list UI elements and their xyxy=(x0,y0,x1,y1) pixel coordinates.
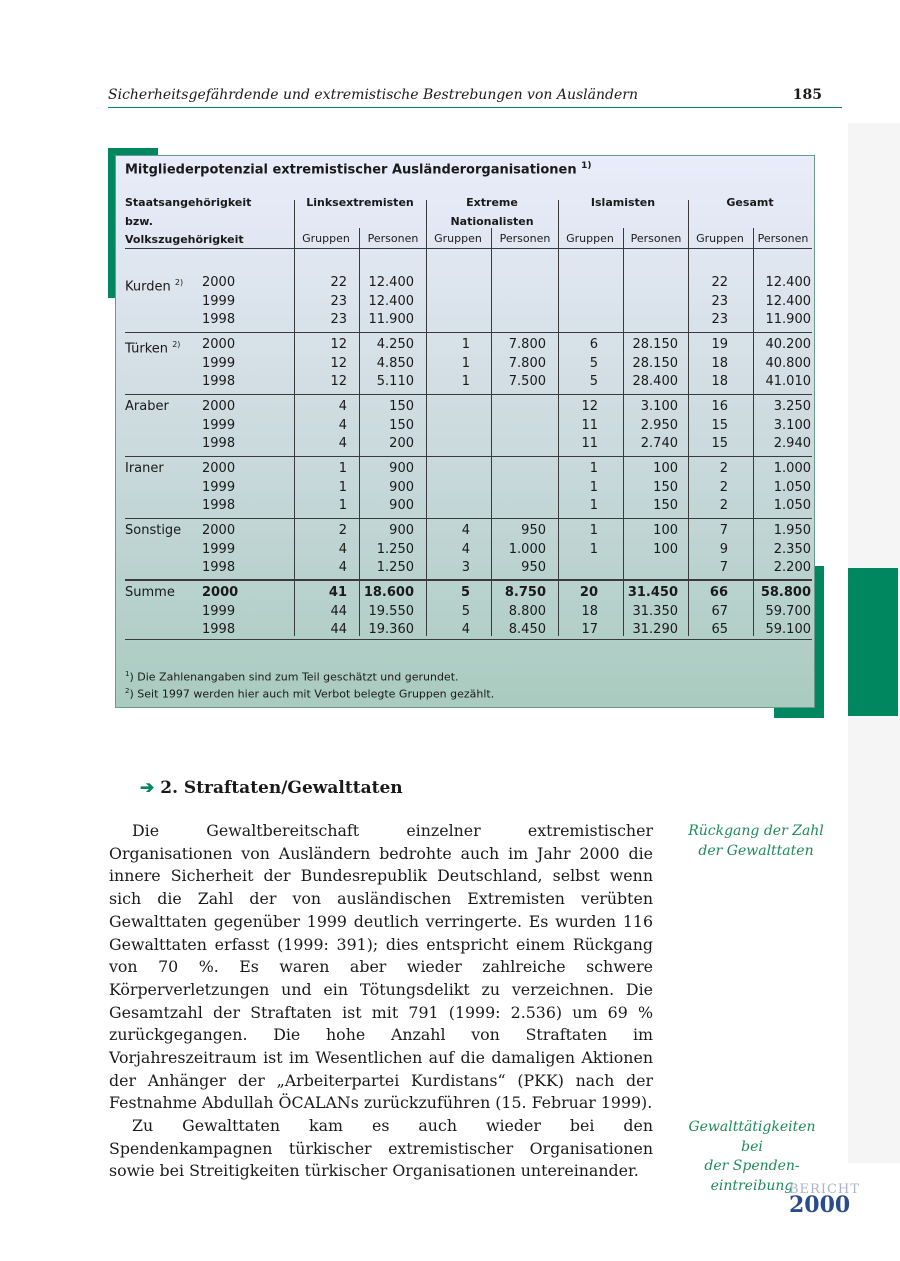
cell-value: 900 xyxy=(389,479,414,495)
cell-gg xyxy=(688,398,728,454)
sub-gg: Gruppen xyxy=(696,232,744,245)
cell-value: 900 xyxy=(389,498,414,513)
cell-value: 1 xyxy=(338,498,347,513)
cell-value: 1 xyxy=(589,461,598,476)
cell-value: 16 xyxy=(711,399,728,414)
col-label-line-3: Volkszugehörigkeit xyxy=(125,233,244,246)
cell-value: 5 xyxy=(589,374,598,389)
cell-value: 4 xyxy=(461,523,470,538)
cell-value: 9 xyxy=(719,541,728,557)
cell-value: 1999 xyxy=(202,293,236,309)
cell-value: 1 xyxy=(589,523,598,538)
cell-value: 31.350 xyxy=(632,603,678,619)
cell-ng xyxy=(426,460,470,516)
body-paragraph-2: Zu Gewalttaten kam es auch wieder bei den Spendenkampagnen türkischer extremistischer Organisationen sowie bei Streitigkeiten türkischer Organisationen untereinander. xyxy=(109,1116,653,1181)
margin-note-1: Rückgang der Zahl der Gewalttaten xyxy=(688,823,824,859)
cell-value: 1.950 xyxy=(773,523,811,538)
cell-value: 65 xyxy=(711,622,728,637)
cell-ip xyxy=(624,336,678,392)
cell-np xyxy=(492,522,546,578)
cell-value: 19 xyxy=(711,337,728,352)
cell-gg xyxy=(688,522,728,578)
cell-lg xyxy=(294,398,347,454)
cell-value: 41.010 xyxy=(765,374,811,389)
table-row-group xyxy=(116,584,816,640)
cell-np xyxy=(492,584,546,640)
row-rule xyxy=(125,456,812,457)
cell-ip xyxy=(624,398,678,454)
cell-ng xyxy=(426,274,470,330)
row-rule xyxy=(125,394,812,395)
cell-value: 2.940 xyxy=(773,436,811,451)
cell-value: 18.600 xyxy=(363,585,414,600)
cell-value: 900 xyxy=(389,461,414,476)
cell-value: 1998 xyxy=(202,436,236,451)
cell-value xyxy=(624,311,678,330)
cell-value: 3.250 xyxy=(773,399,811,414)
row-label: Kurden $^{2)}$ xyxy=(125,278,184,295)
footnote-1: $^1$) Die Zahlenangaben sind zum Teil geschätzt und gerundet. xyxy=(125,670,459,684)
sub-gp: Personen xyxy=(757,232,809,245)
cell-value: 2 xyxy=(719,479,728,495)
cell-value: 19.360 xyxy=(368,622,414,637)
page-number: 185 xyxy=(792,87,822,103)
cell-value: 1999 xyxy=(202,541,236,557)
cell-value xyxy=(558,559,598,578)
cell-gp xyxy=(754,274,811,330)
cell-np xyxy=(492,274,546,330)
cell-value: 59.700 xyxy=(765,603,811,619)
cell-value: 2000 xyxy=(202,461,236,476)
cell-value: 5 xyxy=(461,603,470,619)
cell-value: 1 xyxy=(589,479,598,495)
cell-value: 28.400 xyxy=(632,374,678,389)
cell-value: 12 xyxy=(330,374,347,389)
cell-value xyxy=(492,479,546,498)
cell-value: 1999 xyxy=(202,355,236,371)
cell-gp xyxy=(754,398,811,454)
cell-value: 11.900 xyxy=(368,312,414,327)
arrow-icon: ➔ xyxy=(140,778,155,798)
cell-value: 12.400 xyxy=(765,275,811,290)
cell-value xyxy=(426,497,470,516)
cell-ip xyxy=(624,522,678,578)
row-label: Sonstige xyxy=(125,523,182,538)
table-row-group xyxy=(116,398,816,454)
cell-value: 2000 xyxy=(202,337,236,352)
cell-value: 100 xyxy=(653,461,678,476)
cell-value xyxy=(426,435,470,454)
cell-ig xyxy=(558,522,598,578)
cell-value: 22 xyxy=(330,275,347,290)
cell-value xyxy=(492,311,546,330)
cell-value: 7 xyxy=(719,560,728,575)
group-extreme-line2: Nationalisten xyxy=(450,215,534,228)
cell-value: 23 xyxy=(711,293,728,309)
cell-ip xyxy=(624,274,678,330)
cell-value xyxy=(558,293,598,312)
cell-years xyxy=(202,398,242,454)
cell-value: 1.250 xyxy=(376,560,414,575)
cell-value: 17 xyxy=(581,622,598,637)
cell-value: 2000 xyxy=(202,399,236,414)
cell-value: 11.900 xyxy=(765,312,811,327)
cell-value: 4 xyxy=(461,622,470,637)
cell-years xyxy=(202,460,242,516)
cell-value: 2000 xyxy=(202,585,239,600)
cell-value: 1999 xyxy=(202,479,236,495)
cell-value: 2.950 xyxy=(640,417,678,433)
cell-value: 1999 xyxy=(202,417,236,433)
cell-value xyxy=(426,417,470,436)
cell-value: 1.000 xyxy=(773,461,811,476)
cell-value: 4 xyxy=(338,417,347,433)
cell-value: 3.100 xyxy=(640,399,678,414)
cell-value: 1 xyxy=(589,541,598,557)
cell-value: 950 xyxy=(521,560,546,575)
cell-value: 4 xyxy=(338,436,347,451)
cell-value xyxy=(426,460,470,479)
cell-ng xyxy=(426,522,470,578)
sub-ig: Gruppen xyxy=(566,232,614,245)
cell-value: 1.250 xyxy=(376,541,414,557)
cell-value: 1998 xyxy=(202,560,236,575)
cell-value: 950 xyxy=(521,523,546,538)
cell-lg xyxy=(294,460,347,516)
cell-value: 44 xyxy=(330,622,347,637)
chapter-tab xyxy=(848,568,898,716)
cell-ig xyxy=(558,584,598,640)
cell-value xyxy=(426,274,470,293)
report-logo-year: 2000 xyxy=(789,1192,851,1218)
group-extreme-line1: Extreme xyxy=(466,196,518,209)
cell-value xyxy=(492,435,546,454)
cell-ng xyxy=(426,336,470,392)
cell-value: 3 xyxy=(461,560,470,575)
cell-value xyxy=(426,311,470,330)
cell-lp xyxy=(360,274,414,330)
cell-lp xyxy=(360,398,414,454)
cell-value: 12.400 xyxy=(765,293,811,309)
cell-value: 23 xyxy=(330,293,347,309)
cell-value: 28.150 xyxy=(632,337,678,352)
cell-years xyxy=(202,336,242,392)
cell-ig xyxy=(558,274,598,330)
cell-value: 7 xyxy=(719,523,728,538)
report-logo-word: BERICHT xyxy=(789,1182,860,1197)
cell-value xyxy=(492,417,546,436)
cell-value: 7.800 xyxy=(508,337,546,352)
cell-value: 2000 xyxy=(202,523,236,538)
cell-value: 40.800 xyxy=(765,355,811,371)
cell-value: 18 xyxy=(711,355,728,371)
sum-rule xyxy=(125,579,812,581)
cell-lp xyxy=(360,460,414,516)
cell-value: 5 xyxy=(589,355,598,371)
cell-value: 8.450 xyxy=(508,622,546,637)
cell-value: 40.200 xyxy=(765,337,811,352)
cell-value: 4.850 xyxy=(376,355,414,371)
cell-gp xyxy=(754,460,811,516)
cell-value xyxy=(558,311,598,330)
cell-ip xyxy=(624,460,678,516)
cell-value: 12.400 xyxy=(368,293,414,309)
col-label-line-2: bzw. xyxy=(125,215,153,228)
table-row-group xyxy=(116,274,816,330)
cell-value: 1 xyxy=(589,498,598,513)
cell-gg xyxy=(688,274,728,330)
cell-value: 4 xyxy=(338,541,347,557)
cell-value: 11 xyxy=(581,417,598,433)
cell-value: 12 xyxy=(581,399,598,414)
cell-value xyxy=(492,460,546,479)
cell-value: 1 xyxy=(461,374,470,389)
cell-value: 8.750 xyxy=(504,585,546,600)
cell-value: 2.740 xyxy=(640,436,678,451)
cell-value xyxy=(558,274,598,293)
cell-value: 100 xyxy=(653,541,678,557)
cell-np xyxy=(492,398,546,454)
section-heading xyxy=(140,778,403,798)
cell-value: 12 xyxy=(330,355,347,371)
section-title: 2. Straftaten/Gewalttaten xyxy=(160,778,403,798)
cell-value: 2 xyxy=(338,523,347,538)
cell-value: 7.800 xyxy=(508,355,546,371)
cell-value xyxy=(624,293,678,312)
cell-ig xyxy=(558,398,598,454)
cell-value: 66 xyxy=(709,585,728,600)
cell-value: 19.550 xyxy=(368,603,414,619)
row-label: Araber xyxy=(125,399,169,414)
cell-value: 18 xyxy=(711,374,728,389)
header-rule xyxy=(125,248,812,249)
cell-value: 4.250 xyxy=(376,337,414,352)
cell-value: 1998 xyxy=(202,498,236,513)
cell-lg xyxy=(294,336,347,392)
cell-value: 4 xyxy=(338,399,347,414)
table-title: Mitgliederpotenzial extremistischer Ausländerorganisationen $^{1)}$ xyxy=(125,161,592,178)
cell-ig xyxy=(558,336,598,392)
cell-value: 59.100 xyxy=(765,622,811,637)
cell-value: 100 xyxy=(653,523,678,538)
cell-value: 3.100 xyxy=(773,417,811,433)
row-rule xyxy=(125,518,812,519)
sub-ng: Gruppen xyxy=(434,232,482,245)
footnote-2: $^2$) Seit 1997 werden hier auch mit Verbot belegte Gruppen gezählt. xyxy=(125,687,495,701)
cell-gg xyxy=(688,460,728,516)
cell-value: 15 xyxy=(711,436,728,451)
cell-ig xyxy=(558,460,598,516)
cell-value: 1 xyxy=(338,461,347,476)
cell-gp xyxy=(754,522,811,578)
cell-value: 1998 xyxy=(202,622,236,637)
cell-lg xyxy=(294,274,347,330)
cell-value: 12 xyxy=(330,337,347,352)
cell-value: 1.050 xyxy=(773,479,811,495)
sub-lp: Personen xyxy=(367,232,419,245)
cell-ng xyxy=(426,398,470,454)
cell-value: 41 xyxy=(328,585,347,600)
cell-value xyxy=(492,274,546,293)
margin-note-2: Gewalttätigkeiten bei der Spenden- eintreibung xyxy=(688,1119,816,1194)
cell-value: 2.200 xyxy=(773,560,811,575)
cell-value: 150 xyxy=(653,479,678,495)
cell-gg xyxy=(688,336,728,392)
table-row-group xyxy=(116,336,816,392)
row-rule xyxy=(125,332,812,333)
cell-gp xyxy=(754,584,811,640)
cell-value: 150 xyxy=(389,399,414,414)
sub-lg: Gruppen xyxy=(302,232,350,245)
header-title: Sicherheitsgefährdende und extremistische Bestrebungen von Ausländern xyxy=(108,87,638,103)
cell-value xyxy=(426,479,470,498)
body-paragraph-1: Die Gewaltbereitschaft einzelner extremistischer Organisationen von Ausländern bedrohte auch im Jahr 2000 die innere Sicherheit der Bundesrepublik Deutschland, selbst wenn sich die Zahl der von ausländischen Extremisten verübten Gewalttaten gegenüber 1999 deutlich verringerte. Es wurden 116 Gewalttaten erfasst (1999: 391); dies entspricht einem Rückgang von 70 %. Es waren aber wieder zahlreiche schwere Körperverletzungen und ein Tötungsdelikt zu verzeichnen. Die Gesamtzahl der Straftaten ist mit 791 (1999: 2.536) um 69 % zurückgegangen. Die hohe Anzahl von Straftaten im Vorjahreszeitraum ist im Wesentlichen auf die damaligen Aktionen der Anhänger der „Arbeiterpartei Kurdistans“ (PKK) nach der Festnahme Abdullah ÖCALANs zurückzuführen (15. Februar 1999). xyxy=(109,821,653,1113)
cell-value xyxy=(624,274,678,293)
cell-value: 11 xyxy=(581,436,598,451)
cell-value: 12.400 xyxy=(368,275,414,290)
cell-value xyxy=(492,497,546,516)
cell-value: 200 xyxy=(389,436,414,451)
cell-np xyxy=(492,460,546,516)
cell-value xyxy=(492,398,546,417)
cell-value: 1.000 xyxy=(508,541,546,557)
cell-value xyxy=(426,293,470,312)
cell-value: 4 xyxy=(338,560,347,575)
cell-lp xyxy=(360,336,414,392)
cell-value: 2 xyxy=(719,498,728,513)
cell-value: 22 xyxy=(711,275,728,290)
cell-value: 18 xyxy=(581,603,598,619)
cell-value: 1998 xyxy=(202,312,236,327)
cell-gp xyxy=(754,336,811,392)
cell-years xyxy=(202,274,242,330)
cell-value: 1.050 xyxy=(773,498,811,513)
row-label: Iraner xyxy=(125,461,164,476)
cell-value: 4 xyxy=(461,541,470,557)
row-label: Türken $^{2)}$ xyxy=(125,340,181,357)
group-islamisten: Islamisten xyxy=(590,196,656,209)
cell-value: 58.800 xyxy=(760,585,811,600)
cell-value xyxy=(492,293,546,312)
sub-np: Personen xyxy=(499,232,551,245)
cell-value: 2 xyxy=(719,461,728,476)
cell-value: 1999 xyxy=(202,603,236,619)
row-label: Summe xyxy=(125,585,175,600)
cell-np xyxy=(492,336,546,392)
cell-lg xyxy=(294,522,347,578)
cell-years xyxy=(202,584,242,640)
col-label-line-1: Staatsangehörigkeit xyxy=(125,196,252,209)
group-linksextremisten: Linksextremisten xyxy=(306,196,414,209)
cell-ip xyxy=(624,584,678,640)
table-row-group xyxy=(116,522,816,578)
cell-value: 23 xyxy=(330,312,347,327)
cell-value: 5.110 xyxy=(376,374,414,389)
cell-value: 20 xyxy=(579,585,598,600)
cell-lp xyxy=(360,522,414,578)
cell-value: 1 xyxy=(461,337,470,352)
cell-value: 15 xyxy=(711,417,728,433)
cell-value: 1 xyxy=(461,355,470,371)
cell-value: 23 xyxy=(711,312,728,327)
cell-value: 2000 xyxy=(202,275,236,290)
cell-value: 2.350 xyxy=(773,541,811,557)
cell-years xyxy=(202,522,242,578)
cell-value xyxy=(624,559,678,578)
cell-value: 6 xyxy=(589,337,598,352)
cell-gg xyxy=(688,584,728,640)
cell-value: 900 xyxy=(389,523,414,538)
cell-value xyxy=(426,398,470,417)
cell-value: 5 xyxy=(460,585,470,600)
cell-lp xyxy=(360,584,414,640)
cell-value: 8.800 xyxy=(508,603,546,619)
running-header xyxy=(108,86,842,108)
cell-value: 150 xyxy=(653,498,678,513)
cell-value: 150 xyxy=(389,417,414,433)
cell-value: 31.450 xyxy=(627,585,678,600)
table-row-group xyxy=(116,460,816,516)
cell-ng xyxy=(426,584,470,640)
cell-value: 44 xyxy=(330,603,347,619)
cell-value: 1998 xyxy=(202,374,236,389)
cell-value: 1 xyxy=(338,479,347,495)
cell-lg xyxy=(294,584,347,640)
cell-value: 28.150 xyxy=(632,355,678,371)
membership-table xyxy=(115,155,815,708)
cell-value: 7.500 xyxy=(508,374,546,389)
sub-ip: Personen xyxy=(630,232,682,245)
group-gesamt: Gesamt xyxy=(726,196,774,209)
cell-value: 67 xyxy=(711,603,728,619)
cell-value: 31.290 xyxy=(632,622,678,637)
